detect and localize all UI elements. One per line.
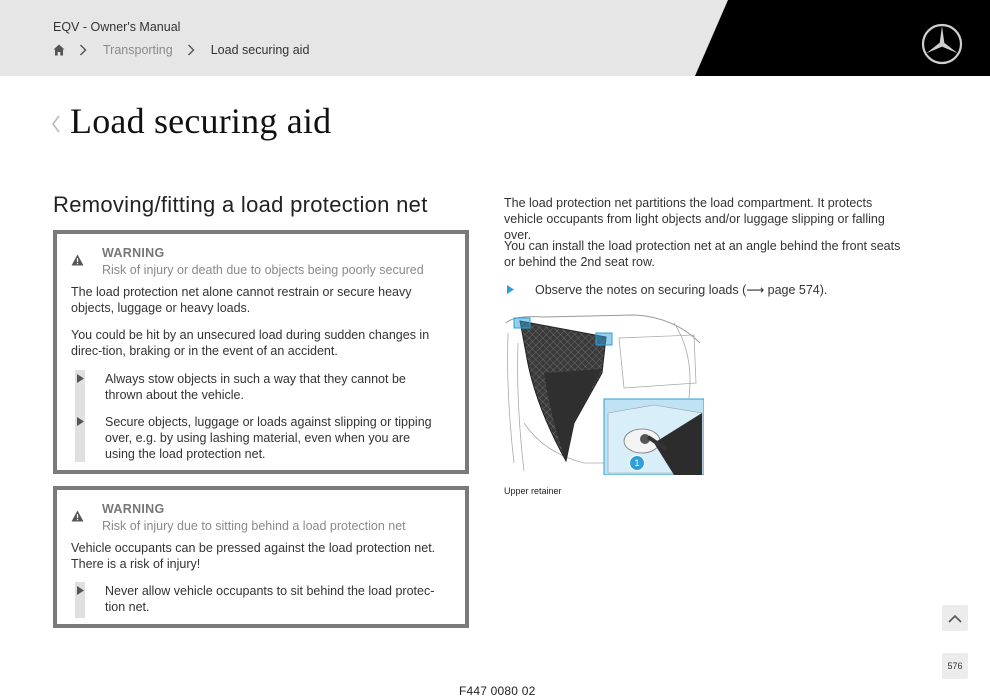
intro-paragraph: The load protection net partitions the load compartment. It protects vehicle occupants from light objects and/or luggage slipping or falling over. (504, 196, 885, 242)
section-heading: Removing/fitting a load protection net (53, 192, 428, 217)
warning-paragraph: The load protection net alone cannot restrain or secure heavy objects, luggage or heavy loads. (71, 285, 412, 315)
warning-paragraph: Vehicle occupants can be pressed against the load protection net. There is a risk of injury! (71, 541, 436, 571)
load-net-illustration (504, 313, 704, 475)
page-number: 576 (942, 653, 968, 679)
warning-box-unsecured-objects (53, 230, 469, 474)
bullet-text: Secure objects, luggage or loads against slipping or tipping over, e.g. by using lashing material, even when you are using the load protection net. (105, 415, 432, 461)
header-bar (0, 0, 990, 76)
warning-label: WARNING (102, 246, 165, 260)
page-title: Load securing aid (70, 101, 332, 141)
figure-code: F447 0080 02 (459, 684, 536, 698)
brand-star-logo (921, 23, 963, 65)
observe-notes-link[interactable]: Observe the notes on securing loads (⟶ page 574). (535, 283, 828, 297)
bullet-text: Always stow objects in such a way that they cannot be thrown about the vehicle. (105, 372, 406, 402)
home-icon[interactable] (53, 44, 65, 56)
bullet-bar (75, 370, 85, 462)
warning-subtitle: Risk of injury or death due to objects being poorly secured (102, 263, 424, 277)
bullet-text: Never allow vehicle occupants to sit behind the load protec-tion net. (105, 584, 435, 614)
warning-paragraph: You could be hit by an unsecured load during sudden changes in direc-tion, braking or in the event of an accident. (71, 328, 430, 358)
vehicle-interior-drawing (504, 313, 704, 475)
breadcrumb-current: Load securing aid (210, 43, 310, 57)
breadcrumb (53, 42, 309, 58)
warning-subtitle: Risk of injury due to sitting behind a load protection net (102, 519, 406, 533)
callout-1-badge: 1 (629, 455, 645, 471)
arrow-bullet-icon (77, 586, 84, 595)
figure-caption: Upper retainer (504, 486, 562, 496)
scroll-to-top-button[interactable] (942, 605, 968, 631)
back-chevron-icon[interactable] (50, 114, 62, 134)
warning-label: WARNING (102, 502, 165, 516)
warning-box-sitting-behind-net (53, 486, 469, 628)
warning-triangle-icon (71, 510, 84, 522)
arrow-bullet-icon (77, 417, 84, 426)
manual-title: EQV - Owner's Manual (53, 20, 181, 34)
chevron-right-icon (187, 44, 195, 56)
arrow-bullet-icon (507, 285, 514, 294)
warning-triangle-icon (71, 254, 84, 266)
install-paragraph: You can install the load protection net at an angle behind the front seats or behind the 2nd seat row. (504, 239, 901, 269)
breadcrumb-link-transporting[interactable]: Transporting (103, 43, 173, 57)
arrow-bullet-icon (77, 374, 84, 383)
chevron-right-icon (79, 44, 87, 56)
chevron-up-icon (948, 614, 962, 623)
